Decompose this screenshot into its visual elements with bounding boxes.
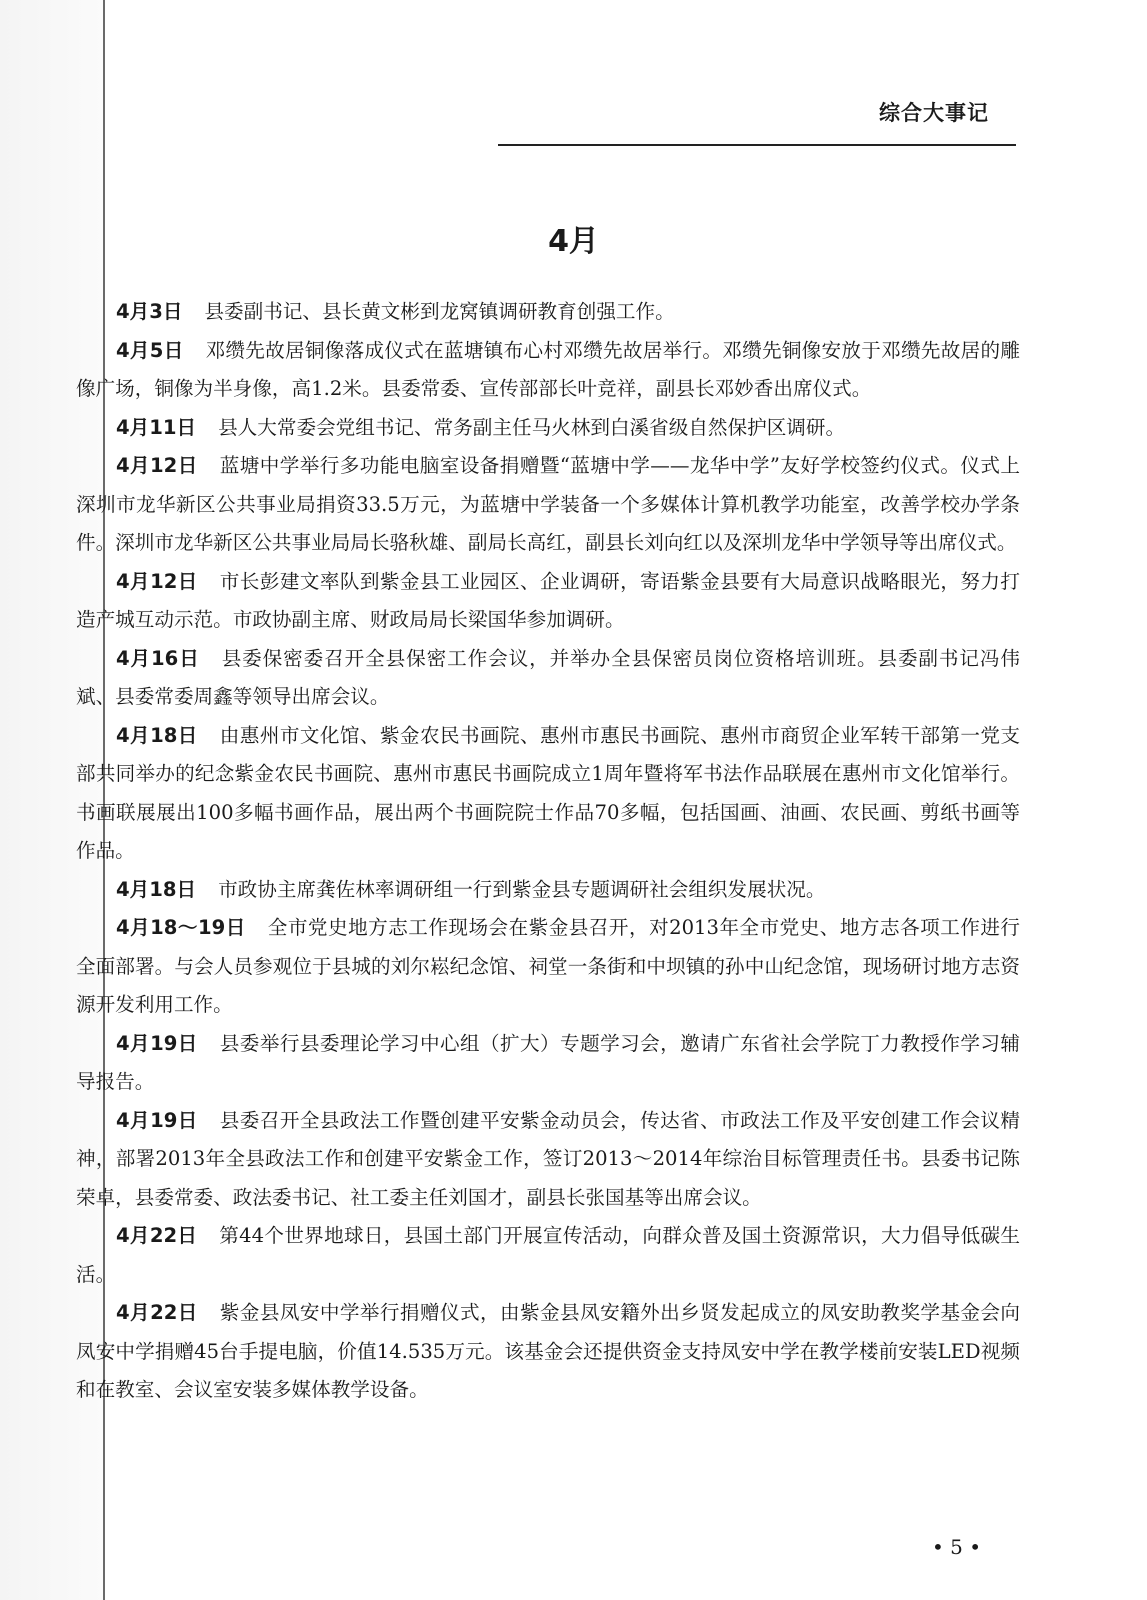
entry-text: 县委副书记、县长黄文彬到龙窝镇调研教育创强工作。 <box>204 300 675 323</box>
entry-date: 4月22日 <box>116 1301 198 1324</box>
chronicle-entry <box>76 1217 1020 1294</box>
chronicle-entry <box>76 1025 1020 1102</box>
entry-date: 4月16日 <box>116 646 200 670</box>
entry-text: 由惠州市文化馆、紫金农民书画院、惠州市惠民书画院、惠州市商贸企业军转干部第一党支部共同举办的纪念紫金农民书画院、惠州市惠民书画院成立1周年暨将军书法作品联展在惠州市文化馆举行。书画联展展出100多幅书画作品，展出两个书画院院士作品70多幅，包括国画、油画、农民画、剪纸书画等作品。 <box>76 723 1020 862</box>
entry-text: 县委举行县委理论学习中心组（扩大）专题学习会，邀请广东省社会学院丁力教授作学习辅导报告。 <box>76 1031 1020 1093</box>
chronicle-entry <box>76 332 1020 409</box>
entry-date: 4月19日 <box>116 1108 198 1132</box>
chronicle-entry <box>76 447 1020 563</box>
chronicle-entry <box>76 871 1020 910</box>
entry-text: 紫金县凤安中学举行捐赠仪式，由紫金县凤安籍外出乡贤发起成立的凤安助教奖学基金会向凤安中学捐赠45台手提电脑，价值14.535万元。该基金会还提供资金支持凤安中学在教学楼前安装LED视频和在教室、会议室安装多媒体教学设备。 <box>76 1301 1020 1401</box>
header-rule <box>498 144 1016 146</box>
entry-date: 4月5日 <box>116 338 184 362</box>
entry-text: 县人大常委会党组书记、常务副主任马火林到白溪省级自然保护区调研。 <box>218 415 846 439</box>
chronicle-entry <box>76 293 1020 332</box>
entry-text: 县委召开全县政法工作暨创建平安紫金动员会，传达省、市政法工作及平安创建工作会议精神，部署2013年全县政法工作和创建平安紫金工作，签订2013～2014年综治目标管理责任书。县委书记陈荣卓，县委常委、政法委书记、社工委主任刘国才，副县长张国基等出席会议。 <box>76 1108 1020 1209</box>
chronicle-entry <box>76 640 1020 717</box>
running-header: 综合大事记 <box>879 101 989 125</box>
chronicle-entries <box>76 293 1020 1410</box>
entry-date: 4月12日 <box>116 569 198 593</box>
chronicle-entry <box>76 1294 1020 1410</box>
entry-text: 第44个世界地球日，县国土部门开展宣传活动，向群众普及国土资源常识，大力倡导低碳生活。 <box>76 1224 1020 1286</box>
chronicle-entry <box>76 717 1020 871</box>
entry-text: 县委保密委召开全县保密工作会议，并举办全县保密员岗位资格培训班。县委副书记冯伟斌、县委常委周鑫等领导出席会议。 <box>76 646 1020 708</box>
page-number: • 5 • <box>932 1535 982 1559</box>
month-title: 4月 <box>548 224 599 259</box>
entry-date: 4月18日 <box>116 877 197 901</box>
entry-date: 4月18～19日 <box>116 916 246 939</box>
entry-date: 4月3日 <box>116 300 183 323</box>
entry-text: 全市党史地方志工作现场会在紫金县召开，对2013年全市党史、地方志各项工作进行全面部署。与会人员参观位于县城的刘尔崧纪念馆、祠堂一条街和中坝镇的孙中山纪念馆，现场研讨地方志资源开发利用工作。 <box>76 916 1020 1016</box>
entry-text: 市长彭建文率队到紫金县工业园区、企业调研，寄语紫金县要有大局意识战略眼光，努力打造产城互动示范。市政协副主席、财政局局长梁国华参加调研。 <box>76 569 1020 631</box>
chronicle-entry <box>76 563 1020 640</box>
chronicle-entry <box>76 409 1020 448</box>
entry-text: 市政协主席龚佐林率调研组一行到紫金县专题调研社会组织发展状况。 <box>218 877 826 901</box>
chronicle-entry <box>76 1102 1020 1218</box>
entry-date: 4月18日 <box>116 723 198 747</box>
entry-date: 4月12日 <box>116 454 198 477</box>
entry-text: 蓝塘中学举行多功能电脑室设备捐赠暨“蓝塘中学——龙华中学”友好学校签约仪式。仪式上深圳市龙华新区公共事业局捐资33.5万元，为蓝塘中学装备一个多媒体计算机教学功能室，改善学校办学条件。深圳市龙华新区公共事业局局长骆秋雄、副局长高红，副县长刘向红以及深圳龙华中学领导等出席仪式。 <box>76 454 1020 554</box>
chronicle-entry <box>76 909 1020 1025</box>
entry-date: 4月11日 <box>116 415 197 439</box>
entry-date: 4月22日 <box>116 1224 198 1247</box>
entry-date: 4月19日 <box>116 1031 198 1055</box>
entry-text: 邓缵先故居铜像落成仪式在蓝塘镇布心村邓缵先故居举行。邓缵先铜像安放于邓缵先故居的雕像广场，铜像为半身像，高1.2米。县委常委、宣传部部长叶竞祥，副县长邓妙香出席仪式。 <box>76 338 1020 400</box>
